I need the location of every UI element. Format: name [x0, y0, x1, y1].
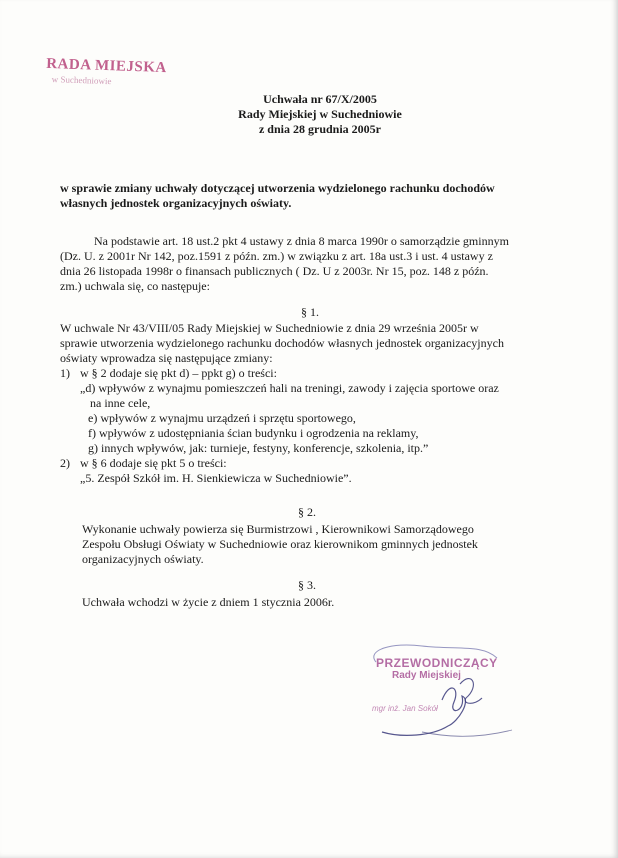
resolution-subject — [60, 181, 560, 211]
section-3-line-1: Uchwała wchodzi w życie z dniem 1 stycznia 2006r. — [82, 595, 335, 609]
section-2-line-3: organizacyjnych oświaty. — [82, 552, 204, 566]
resolution-date: z dnia 28 grudnia 2005r — [258, 122, 381, 136]
item-2-quote: „5. Zespół Szkół im. H. Sienkiewicza w Suchedniowie”. — [80, 471, 352, 485]
section-3-heading: § 3. — [298, 578, 316, 592]
sub-item-f: f) wpływów z udostępniania ścian budynku i ogrodzenia na reklamy, — [88, 426, 419, 440]
section-1 — [60, 305, 560, 486]
signature-title: PRZEWODNICZĄCY — [376, 656, 498, 670]
item-2-number: 2) — [60, 456, 70, 470]
section-1-heading: § 1. — [301, 305, 319, 319]
intro-line-2: (Dz. U. z 2001r Nr 142, poz.1591 z późn. zm.) w związku z art. 18a ust.3 i ust. 4 ustawy z — [60, 249, 493, 263]
amendment-item-1 — [60, 366, 560, 381]
section-2-line-2: Zespołu Obsługi Oświaty w Suchedniowie oraz kierownikom gminnych jednostek — [82, 537, 478, 551]
section-3 — [82, 578, 532, 610]
sub-item-d-line-1: „d) wpływów z wynajmu pomieszczeń hali na treningi, zawody i zajęcia sportowe oraz — [80, 381, 499, 395]
signature-name: mgr inż. Jan Sokół — [372, 704, 438, 713]
sub-item-g: g) innych wpływów, jak: turnieje, festyny, konferencje, szkolenia, itp.” — [88, 441, 429, 455]
section-1-line-3: oświaty wprowadza się następujące zmiany: — [60, 351, 273, 365]
resolution-header — [150, 92, 490, 137]
resolution-number: Uchwała nr 67/X/2005 — [263, 92, 377, 106]
subject-line-2: własnych jednostek organizacyjnych oświaty. — [60, 196, 292, 210]
section-2 — [82, 505, 532, 567]
stamp-title: RADA MIEJSKA — [45, 55, 168, 77]
amendment-item-2 — [60, 456, 560, 471]
sub-item-d-line-2: na inne cele, — [90, 396, 151, 410]
resolution-council: Rady Miejskiej w Suchedniowie — [238, 107, 402, 121]
section-1-line-2: sprawie utworzenia wydzielonego rachunku dochodów własnych jednostek organizacyjnych — [60, 336, 504, 350]
section-2-line-1: Wykonanie uchwały powierza się Burmistrzowi , Kierownikowi Samorządowego — [82, 522, 474, 536]
item-2-text: w § 6 dodaje się pkt 5 o treści: — [80, 456, 227, 470]
subject-line-1: w sprawie zmiany uchwały dotyczącej utworzenia wydzielonego rachunku dochodów — [60, 181, 495, 195]
section-1-line-1: W uchwale Nr 43/VIII/05 Rady Miejskiej w Suchedniowie z dnia 29 września 2005r w — [60, 321, 479, 335]
item-1-number: 1) — [60, 366, 70, 380]
intro-line-1: Na podstawie art. 18 ust.2 pkt 4 ustawy z dnia 8 marca 1990r o samorządzie gminnym — [94, 234, 509, 248]
chairman-signature-stamp — [362, 640, 532, 750]
signature-council: Rady Miejskiej — [392, 670, 461, 681]
legal-basis-paragraph — [60, 234, 560, 294]
rada-miejska-stamp — [46, 56, 168, 88]
stamp-subtitle: w Suchedniowie — [51, 74, 112, 87]
section-2-heading: § 2. — [298, 505, 316, 519]
item-1-text: w § 2 dodaje się pkt d) – ppkt g) o treści: — [80, 366, 277, 380]
sub-item-e: e) wpływów z wynajmu urządzeń i sprzętu sportowego, — [88, 411, 356, 425]
intro-line-3: dnia 26 listopada 1998r o finansach publicznych ( Dz. U z 2003r. Nr 15, poz. 148 z późn. — [60, 264, 489, 278]
intro-line-4: zm.) uchwala się, co następuje: — [60, 279, 210, 293]
